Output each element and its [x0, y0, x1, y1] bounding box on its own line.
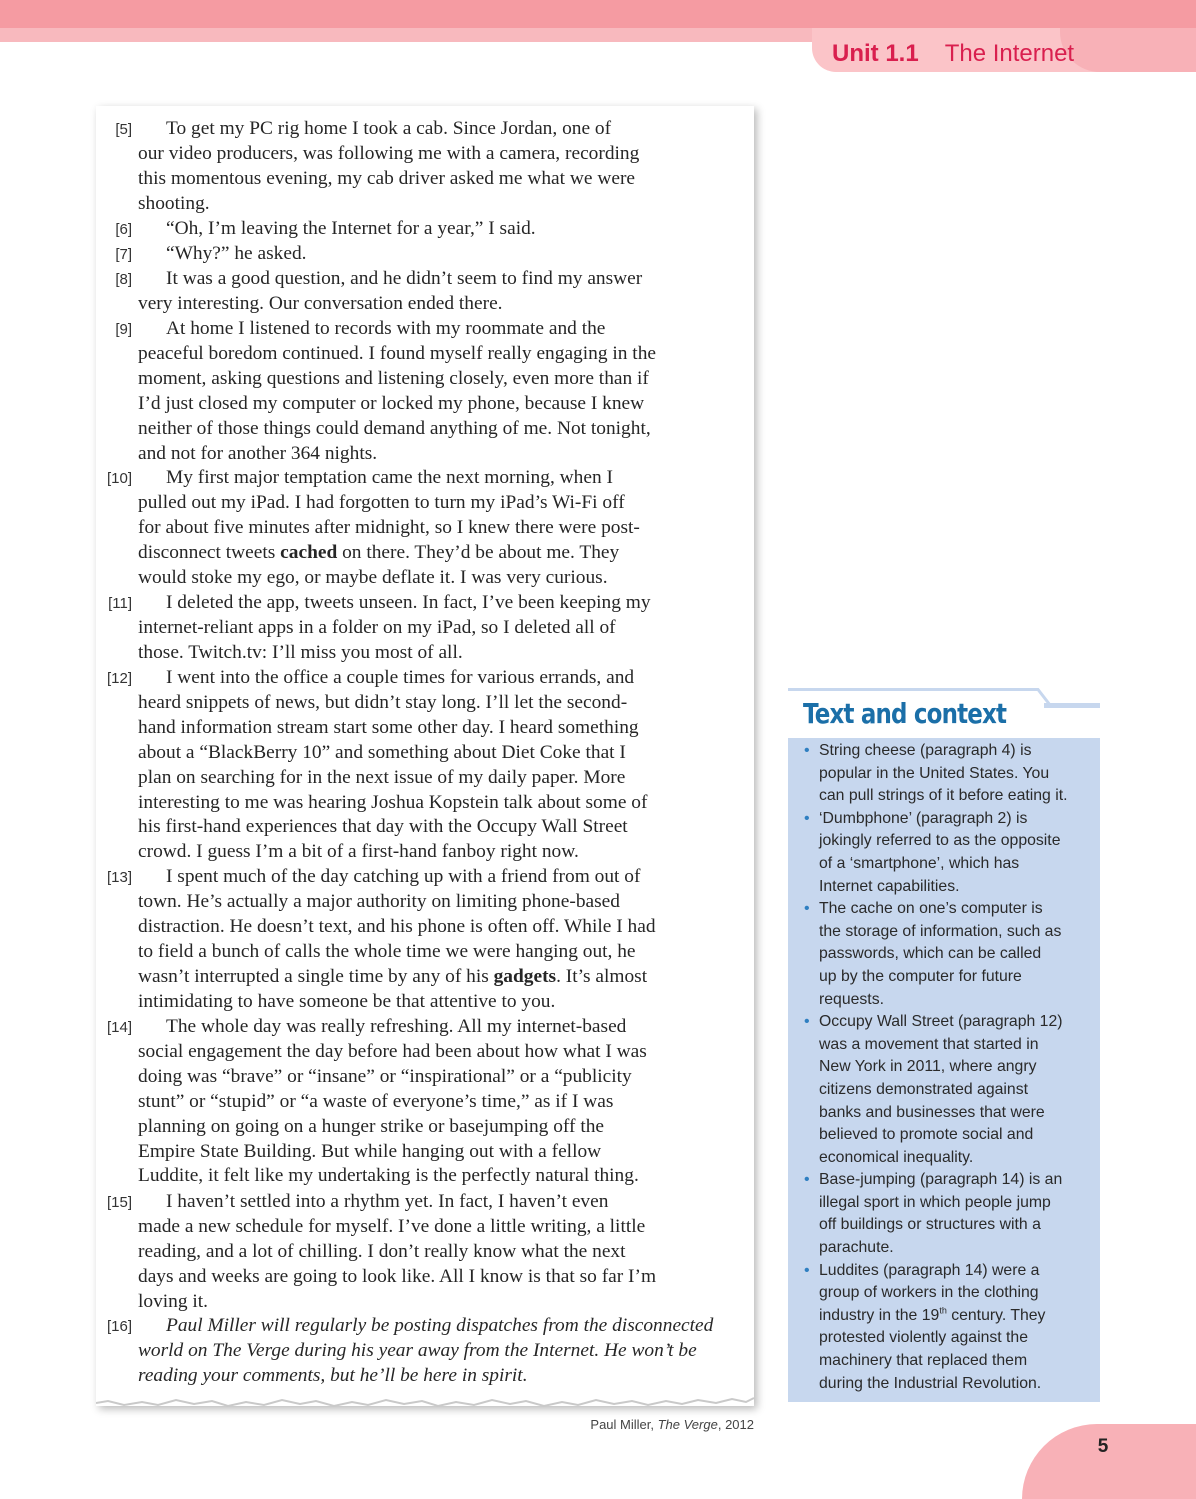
glossary-keyword: gadgets	[493, 965, 557, 987]
context-line: banks and businesses that were	[819, 1103, 1045, 1121]
context-line: machinery that replaced them	[819, 1352, 1028, 1370]
paragraph-text	[138, 591, 740, 666]
context-line: Base-jumping (paragraph 14) is an	[819, 1171, 1063, 1189]
text-line: very interesting. Our conversation ended there.	[138, 292, 503, 314]
context-line: New York in 2011, where angry	[819, 1058, 1037, 1076]
context-item	[801, 1169, 1093, 1259]
text-segment: on there. They’d be about me. They	[337, 541, 620, 563]
context-line: off buildings or structures with a	[819, 1216, 1041, 1234]
paragraph-number: [7]	[115, 246, 132, 263]
glossary-keyword: cached	[280, 541, 338, 563]
context-list	[801, 740, 1093, 1395]
bullet-icon: •	[804, 809, 810, 827]
paragraph	[96, 267, 754, 317]
text-line: would stoke my ego, or maybe deflate it. I was very curious.	[138, 566, 608, 588]
text-line: The whole day was really refreshing. All my internet-based	[166, 1016, 627, 1037]
credit-author: Paul Miller,	[590, 1417, 658, 1432]
context-item	[801, 1260, 1093, 1396]
paragraph	[96, 1314, 754, 1389]
text-line: crowd. I guess I’m a bit of a first-hand fanboy right now.	[138, 841, 579, 863]
text-line: I haven’t settled into a rhythm yet. In fact, I haven’t even	[166, 1191, 609, 1212]
paragraph-text	[138, 466, 740, 591]
paragraph	[96, 666, 754, 865]
bullet-icon: •	[804, 742, 810, 759]
context-line: the storage of information, such as	[819, 922, 1062, 940]
text-line: and not for another 364 nights.	[138, 442, 378, 464]
paragraph-number: [10]	[106, 470, 132, 487]
text-segment: . It’s almost	[556, 965, 648, 987]
text-line: I deleted the app, tweets unseen. In fact, I’ve been keeping my	[166, 592, 651, 613]
paragraph-text	[138, 865, 740, 1014]
unit-tab-accent	[1060, 28, 1196, 72]
paragraph-number: [6]	[115, 221, 132, 238]
context-line: up by the computer for future	[819, 967, 1022, 985]
context-item	[801, 1011, 1093, 1169]
context-line: economical inequality.	[819, 1148, 974, 1166]
context-line: The cache on one’s computer is	[819, 900, 1043, 918]
text-line: days and weeks are going to look like. All I know is that so far I’m	[138, 1265, 657, 1287]
text-line: pulled out my iPad. I had forgotten to turn my iPad’s Wi-Fi off	[138, 491, 625, 513]
text-line: his first-hand experiences that day with the Occupy Wall Street	[138, 816, 628, 838]
text-line: moment, asking questions and listening closely, even more than if	[138, 367, 649, 389]
page-number: 5	[1097, 1436, 1109, 1457]
text-line: To get my PC rig home I took a cab. Since Jordan, one of	[166, 118, 612, 139]
unit-number: Unit 1.1	[832, 40, 919, 67]
text-line: At home I listened to records with my roommate and the	[166, 318, 606, 339]
context-header-rule-right	[1044, 703, 1100, 708]
text-line: I went into the office a couple times for various errands, and	[166, 667, 635, 688]
text-line	[138, 541, 740, 566]
paragraph-text	[138, 1015, 740, 1189]
context-line: group of workers in the clothing	[819, 1284, 1039, 1302]
text-line: peaceful boredom continued. I found myself really engaging in the	[138, 342, 656, 364]
context-line: jokingly referred to as the opposite	[819, 832, 1061, 850]
text-line: about a “BlackBerry 10” and something about Diet Coke that I	[138, 741, 626, 763]
text-line: My first major temptation came the next morning, when I	[166, 467, 613, 488]
paragraph-number: [16]	[106, 1318, 132, 1335]
paragraph	[96, 242, 754, 267]
paragraph-text	[138, 317, 740, 466]
context-line: illegal sport in which people jump	[819, 1193, 1051, 1211]
context-item	[801, 808, 1093, 898]
text-line: our video producers, was following me with a camera, recording	[138, 142, 640, 164]
paragraph	[96, 117, 754, 217]
context-line: requests.	[819, 990, 884, 1008]
paragraph	[96, 865, 754, 1014]
paragraph-number: [9]	[115, 321, 132, 338]
paragraph-text	[138, 117, 740, 217]
text-line: this momentous evening, my cab driver asked me what we were	[138, 167, 636, 189]
paragraph-number: [15]	[106, 1194, 132, 1211]
text-line: Empire State Building. But while hanging out with a fellow	[138, 1140, 602, 1162]
text-line: distraction. He doesn’t text, and his phone is often off. While I had	[138, 915, 656, 937]
text-line: to field a bunch of calls the whole time we were hanging out, he	[138, 940, 636, 962]
text-line: social engagement the day before had been about how what I was	[138, 1040, 647, 1062]
context-header-rule	[788, 688, 1036, 691]
paragraph	[96, 591, 754, 666]
text-line: stunt” or “stupid” or “a waste of everyone’s time,” as if I was	[138, 1090, 614, 1112]
context-line	[819, 1305, 1093, 1328]
credit-publication: The Verge	[657, 1417, 718, 1432]
context-line: popular in the United States. You	[819, 764, 1050, 782]
bullet-icon: •	[804, 1261, 810, 1279]
text-line: I spent much of the day catching up with a friend from out of	[166, 866, 641, 887]
paragraph-number: [13]	[106, 869, 132, 886]
context-line: Occupy Wall Street (paragraph 12)	[819, 1013, 1063, 1031]
paragraph-number: [11]	[108, 595, 132, 612]
context-title: Text and context	[803, 697, 1007, 730]
text-line: heard snippets of news, but didn’t stay long. I’ll let the second-	[138, 691, 628, 713]
text-line: It was a good question, and he didn’t seem to find my answer	[166, 268, 643, 289]
source-credit	[560, 1417, 754, 1432]
context-line: during the Industrial Revolution.	[819, 1374, 1042, 1392]
text-line: shooting.	[138, 192, 210, 214]
text-line: interesting to me was hearing Joshua Kopstein talk about some of	[138, 791, 648, 813]
text-segment: disconnect tweets	[138, 541, 281, 563]
text-line: “Why?” he asked.	[166, 243, 307, 264]
context-line: Internet capabilities.	[819, 877, 960, 895]
paragraph	[96, 317, 754, 466]
text-segment: industry in the 19	[819, 1306, 940, 1324]
credit-year: , 2012	[717, 1417, 754, 1432]
text-line: planning on going on a hunger strike or basejumping off the	[138, 1115, 605, 1137]
text-line: made a new schedule for myself. I’ve done a little writing, a little	[138, 1215, 646, 1237]
text-line: Paul Miller will regularly be posting dispatches from the disconnected	[166, 1315, 714, 1336]
torn-paper-edge	[96, 1396, 758, 1418]
paragraph	[96, 466, 754, 591]
paragraph-number: [5]	[115, 121, 132, 138]
text-segment: century. They	[946, 1306, 1046, 1324]
text-line: intimidating to have someone be that attentive to you.	[138, 990, 556, 1012]
paragraph-text	[138, 1190, 740, 1315]
context-line: citizens demonstrated against	[819, 1080, 1028, 1098]
text-line: reading, and a lot of chilling. I don’t really know what the next	[138, 1240, 626, 1262]
text-segment: wasn’t interrupted a single time by any of his	[138, 965, 494, 987]
paragraph-text	[138, 267, 740, 317]
paragraph-number: [12]	[106, 670, 132, 687]
unit-heading	[832, 38, 1074, 70]
paragraph	[96, 1015, 754, 1189]
context-line: was a movement that started in	[819, 1035, 1039, 1053]
bullet-icon: •	[804, 1171, 810, 1189]
text-line: loving it.	[138, 1290, 209, 1312]
paragraph-number: [14]	[106, 1019, 132, 1036]
context-line: believed to promote social and	[819, 1126, 1034, 1144]
bullet-icon: •	[804, 1013, 810, 1031]
context-line: parachute.	[819, 1239, 894, 1257]
context-line: can pull strings of it before eating it.	[819, 787, 1068, 805]
context-item	[801, 740, 1093, 808]
paragraph-text	[138, 242, 740, 267]
text-line: doing was “brave” or “insane” or “inspirational” or a “publicity	[138, 1065, 632, 1087]
text-line: plan on searching for in the next issue of my daily paper. More	[138, 766, 626, 788]
paragraph-text	[138, 666, 740, 865]
bullet-icon: •	[804, 900, 810, 918]
text-line: “Oh, I’m leaving the Internet for a year,” I said.	[166, 218, 536, 239]
context-item	[801, 898, 1093, 1011]
context-line: protested violently against the	[819, 1329, 1029, 1347]
paragraph-text	[138, 217, 740, 242]
text-line: reading your comments, but he’ll be here in spirit.	[138, 1364, 528, 1386]
text-line: neither of those things could demand anything of me. Not tonight,	[138, 417, 651, 439]
paragraph	[96, 1190, 754, 1315]
text-line: those. Twitch.tv: I’ll miss you most of all.	[138, 641, 463, 663]
text-line: Luddite, it felt like my undertaking is the perfectly natural thing.	[138, 1165, 639, 1187]
context-line: passwords, which can be called	[819, 945, 1042, 963]
unit-title: The Internet	[944, 40, 1075, 67]
context-line: ‘Dumbphone’ (paragraph 2) is	[819, 809, 1028, 827]
context-line: Luddites (paragraph 14) were a	[819, 1261, 1040, 1279]
paragraph-number: [8]	[115, 271, 132, 288]
text-line: internet-reliant apps in a folder on my iPad, so I deleted all of	[138, 616, 616, 638]
context-line: of a ‘smartphone’, which has	[819, 854, 1020, 872]
paragraph-text	[138, 1314, 740, 1389]
text-line: for about five minutes after midnight, so I knew there were post-	[138, 516, 640, 538]
text-line: world on The Verge during his year away from the Internet. He won’t be	[138, 1339, 697, 1361]
context-line: String cheese (paragraph 4) is	[819, 742, 1032, 759]
text-line	[138, 965, 740, 990]
text-line: I’d just closed my computer or locked my phone, because I knew	[138, 392, 645, 414]
text-line: town. He’s actually a major authority on limiting phone-based	[138, 890, 620, 912]
paragraph	[96, 217, 754, 242]
superscript: th	[939, 1305, 947, 1316]
text-line: hand information stream start some other day. I heard something	[138, 716, 639, 738]
